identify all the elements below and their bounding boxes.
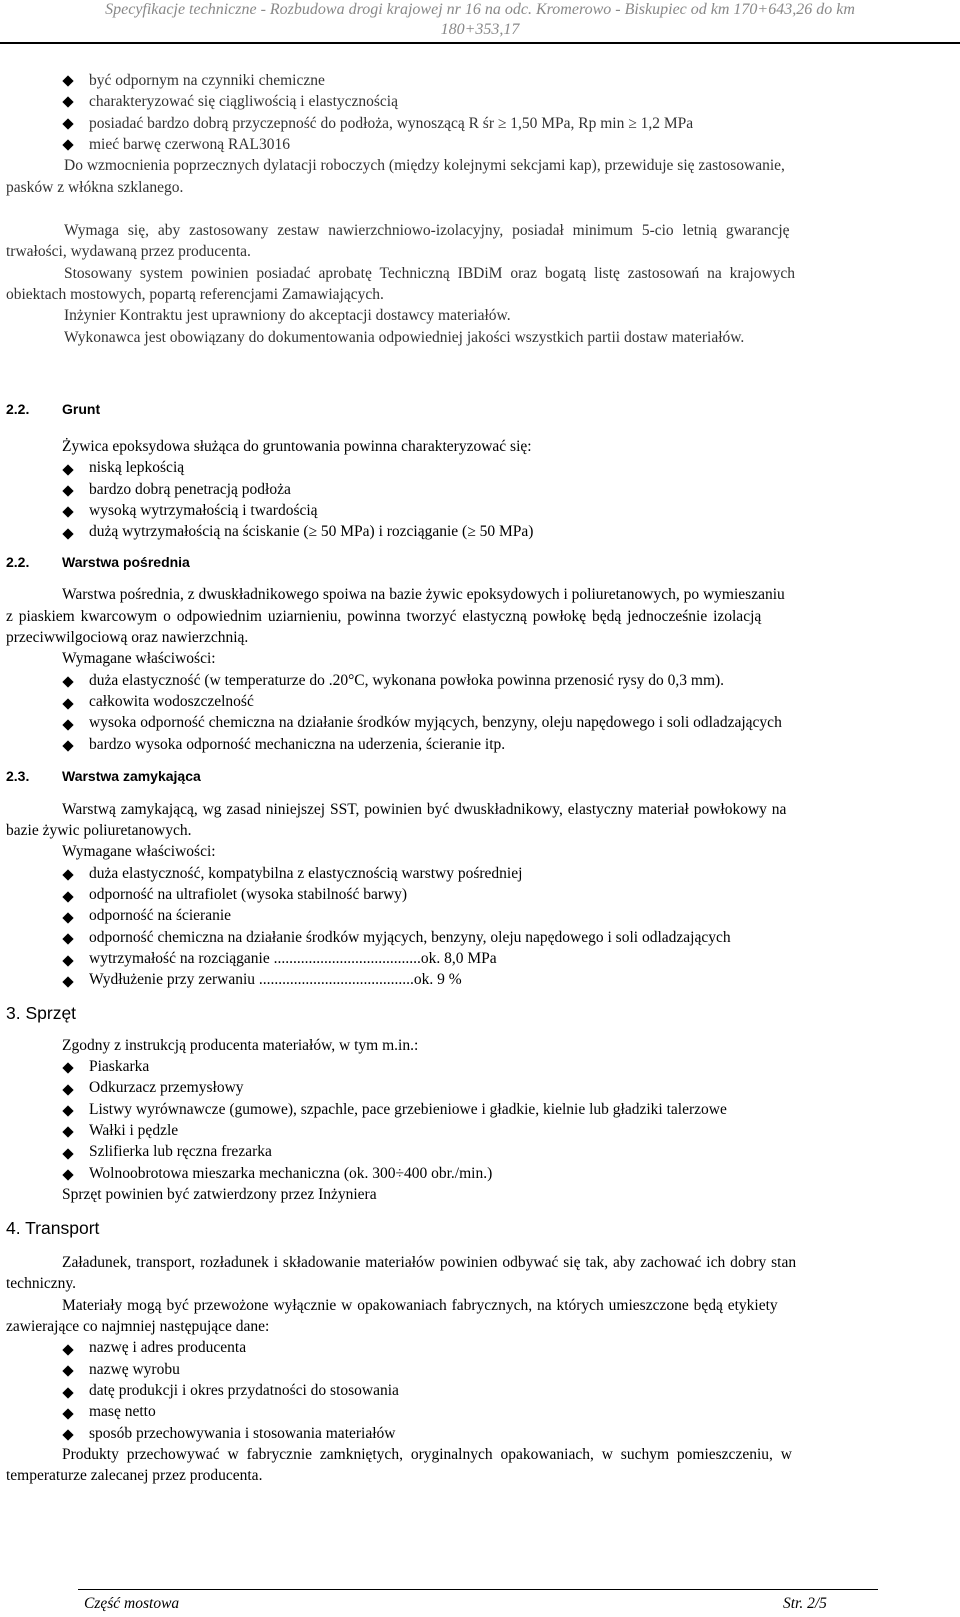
transport-paragraph-1-line2: techniczny.: [6, 1275, 76, 1292]
transport-paragraph-2-line2: zawierające co najmniej następujące dane:: [6, 1318, 270, 1335]
sprzet-tail: Sprzęt powinien być zatwierdzony przez Inżyniera: [62, 1186, 377, 1203]
sprzet-bullet-2: Odkurzacz przemysłowy: [89, 1079, 244, 1096]
section-number-zamykajaca: 2.3.: [6, 768, 30, 784]
running-header-line1: Specyfikacje techniczne - Rozbudowa drogi krajowej nr 16 na odc. Kromerowo - Biskupiec od km 170+643,26 do km: [105, 1, 855, 18]
bullet-icon: [62, 869, 73, 880]
bullet-icon: [62, 1387, 73, 1398]
section-title-sprzet: 3. Sprzęt: [6, 1003, 77, 1023]
transport-bullet-1: nazwę i adres producenta: [89, 1339, 247, 1356]
zamykajaca-paragraph-line2: bazie żywic poliuretanowych.: [6, 822, 192, 839]
header-rule: [0, 42, 960, 44]
bullet-icon: [62, 528, 73, 539]
grunt-bullet-2: bardzo dobrą penetracją podłoża: [89, 481, 291, 498]
posrednia-bullet-2: całkowita wodoszczelność: [89, 693, 254, 710]
posrednia-bullet-1: duża elastyczność (w temperaturze do .20°C, wykonana powłoka powinna przenosić rysy do 0,3 mm).: [89, 672, 725, 689]
posrednia-bullet-3: wysoka odporność chemiczna na działanie środków myjących, benzyny, oleju napędowego i soli odladzających: [89, 714, 782, 731]
sprzet-lead: Zgodny z instrukcją producenta materiałów, w tym m.in.:: [62, 1037, 419, 1054]
posrednia-paragraph-line2: z piaskiem kwarcowym o odpowiednim uziarnieniu, powinna tworzyć elastyczną powłokę będą jednocześnie izolacją: [6, 608, 762, 625]
transport-paragraph-2-line1: Materiały mogą być przewożone wyłącznie w opakowaniach fabrycznych, na których umieszczone będą etykiety: [62, 1297, 778, 1314]
intro-paragraph-3-line2: obiektach mostowych, popartą referencjami Zamawiających.: [6, 286, 384, 303]
section-number-posrednia: 2.2.: [6, 554, 30, 570]
section-title-zamykajaca: Warstwa zamykająca: [62, 768, 201, 784]
bullet-icon: [62, 1365, 73, 1376]
intro-paragraph-5: Wykonawca jest obowiązany do dokumentowania odpowiedniej jakości wszystkich partii dostaw materiałów.: [64, 329, 745, 346]
bullet-icon: [62, 464, 73, 475]
sprzet-bullet-6: Wolnoobrotowa mieszarka mechaniczna (ok. 300÷400 obr./min.): [89, 1165, 493, 1182]
grunt-bullet-3: wysoką wytrzymałością i twardością: [89, 502, 318, 519]
bullet-icon: [62, 1408, 73, 1419]
footer-page-number: Str. 2/5: [783, 1595, 827, 1612]
bullet-icon: [62, 1105, 73, 1116]
bullet-icon: [62, 1169, 73, 1180]
intro-paragraph-1-line1: Do wzmocnienia poprzecznych dylatacji roboczych (między kolejnymi sekcjami kap), przewiduje się zastosowanie,: [64, 157, 785, 174]
grunt-bullet-1: niską lepkością: [89, 459, 185, 476]
section-title-grunt: Grunt: [62, 401, 101, 417]
sprzet-bullet-3: Listwy wyrównawcze (gumowe), szpachle, pace grzebieniowe i gładkie, kielnie lub gładziki talerzowe: [89, 1101, 727, 1118]
transport-bullet-2: nazwę wyrobu: [89, 1361, 180, 1378]
intro-paragraph-4: Inżynier Kontraktu jest uprawniony do akceptacji dostawcy materiałów.: [64, 307, 511, 324]
bullet-icon: [62, 1126, 73, 1137]
section-title-transport: 4. Transport: [6, 1218, 100, 1238]
posrednia-requirements-label: Wymagane właściwości:: [62, 650, 216, 667]
bullet-icon: [62, 1148, 73, 1159]
intro-paragraph-3-line1: Stosowany system powinien posiadać aprobatę Techniczną IBDiM oraz bogatą listę zastosowań na krajowych: [64, 265, 796, 282]
transport-bullet-5: sposób przechowywania i stosowania materiałów: [89, 1425, 396, 1442]
bullet-icon: [62, 485, 73, 496]
bullet-icon: [62, 96, 73, 107]
zamykajaca-requirements-label: Wymagane właściwości:: [62, 843, 216, 860]
transport-paragraph-3-line1: Produkty przechowywać w fabrycznie zamkniętych, oryginalnych opakowaniach, w suchym pomieszczeniu, w: [62, 1446, 792, 1463]
bullet-icon: [62, 1344, 73, 1355]
sprzet-bullet-5: Szlifierka lub ręczna frezarka: [89, 1143, 272, 1160]
section-title-posrednia: Warstwa pośrednia: [62, 554, 190, 570]
bullet-icon: [62, 891, 73, 902]
intro-paragraph-2-line2: trwałości, wydawaną przez producenta.: [6, 243, 251, 260]
zamykajaca-bullet-4: odporność chemiczna na działanie środków myjących, benzyny, oleju napędowego i soli odladzających: [89, 929, 731, 946]
footer-rule: [78, 1589, 878, 1590]
transport-paragraph-1-line1: Załadunek, transport, rozładunek i składowanie materiałów powinien odbywać się tak, aby zachować ich dobry stan: [62, 1254, 797, 1271]
posrednia-paragraph-line1: Warstwa pośrednia, z dwuskładnikowego spoiwa na bazie żywic epoksydowych i poliuretanowych, po wymieszaniu: [62, 586, 785, 603]
intro-bullet-4: mieć barwę czerwoną RAL3016: [89, 136, 290, 153]
intro-paragraph-2-line1: Wymaga się, aby zastosowany zestaw nawierzchniowo-izolacyjny, posiadał minimum 5-cio letnią gwarancję: [64, 222, 790, 239]
posrednia-bullet-4: bardzo wysoka odporność mechaniczna na uderzenia, ścieranie itp.: [89, 736, 506, 753]
bullet-icon: [62, 1084, 73, 1095]
intro-paragraph-1-line2: pasków z włókna szklanego.: [6, 179, 184, 196]
bullet-icon: [62, 740, 73, 751]
bullet-icon: [62, 139, 73, 150]
bullet-icon: [62, 955, 73, 966]
bullet-icon: [62, 719, 73, 730]
section-number-grunt: 2.2.: [6, 401, 30, 417]
bullet-icon: [62, 506, 73, 517]
zamykajaca-bullet-1: duża elastyczność, kompatybilna z elastycznością warstwy pośredniej: [89, 865, 523, 882]
transport-bullet-4: masę netto: [89, 1403, 156, 1420]
sprzet-bullet-4: Wałki i pędzle: [89, 1122, 179, 1139]
bullet-icon: [62, 698, 73, 709]
transport-paragraph-3-line2: temperaturze zalecanej przez producenta.: [6, 1467, 263, 1484]
bullet-icon: [62, 1429, 73, 1440]
footer-section-name: Część mostowa: [84, 1595, 180, 1612]
intro-bullet-3: posiadać bardzo dobrą przyczepność do podłoża, wynoszącą R śr ≥ 1,50 MPa, Rp min ≥ 1,2 MPa: [89, 115, 694, 132]
zamykajaca-bullet-2: odporność na ultrafiolet (wysoka stabilność barwy): [89, 886, 408, 903]
zamykajaca-paragraph-line1: Warstwą zamykającą, wg zasad niniejszej SST, powinien być dwuskładnikowy, elastyczny materiał powłokowy na: [62, 801, 787, 818]
bullet-icon: [62, 912, 73, 923]
bullet-icon: [62, 933, 73, 944]
bullet-icon: [62, 676, 73, 687]
running-header-line2: 180+353,17: [440, 21, 520, 38]
bullet-icon: [62, 1062, 73, 1073]
bullet-icon: [62, 976, 73, 987]
zamykajaca-bullet-6: Wydłużenie przy zerwaniu ........................................ok. 9 %: [89, 971, 462, 988]
grunt-lead: Żywica epoksydowa służąca do gruntowania powinna charakteryzować się:: [62, 438, 532, 455]
sprzet-bullet-1: Piaskarka: [89, 1058, 150, 1075]
bullet-icon: [62, 118, 73, 129]
intro-bullet-2: charakteryzować się ciągliwością i elastycznością: [89, 93, 398, 110]
bullet-icon: [62, 75, 73, 86]
zamykajaca-bullet-5: wytrzymałość na rozciąganie ......................................ok. 8,0 MPa: [89, 950, 497, 967]
posrednia-paragraph-line3: przeciwwilgociową oraz nawierzchnią.: [6, 629, 249, 646]
transport-bullet-3: datę produkcji i okres przydatności do stosowania: [89, 1382, 399, 1399]
intro-bullet-1: być odpornym na czynniki chemiczne: [89, 72, 325, 89]
zamykajaca-bullet-3: odporność na ścieranie: [89, 907, 232, 924]
grunt-bullet-4: dużą wytrzymałością na ściskanie (≥ 50 MPa) i rozciąganie (≥ 50 MPa): [89, 523, 534, 540]
